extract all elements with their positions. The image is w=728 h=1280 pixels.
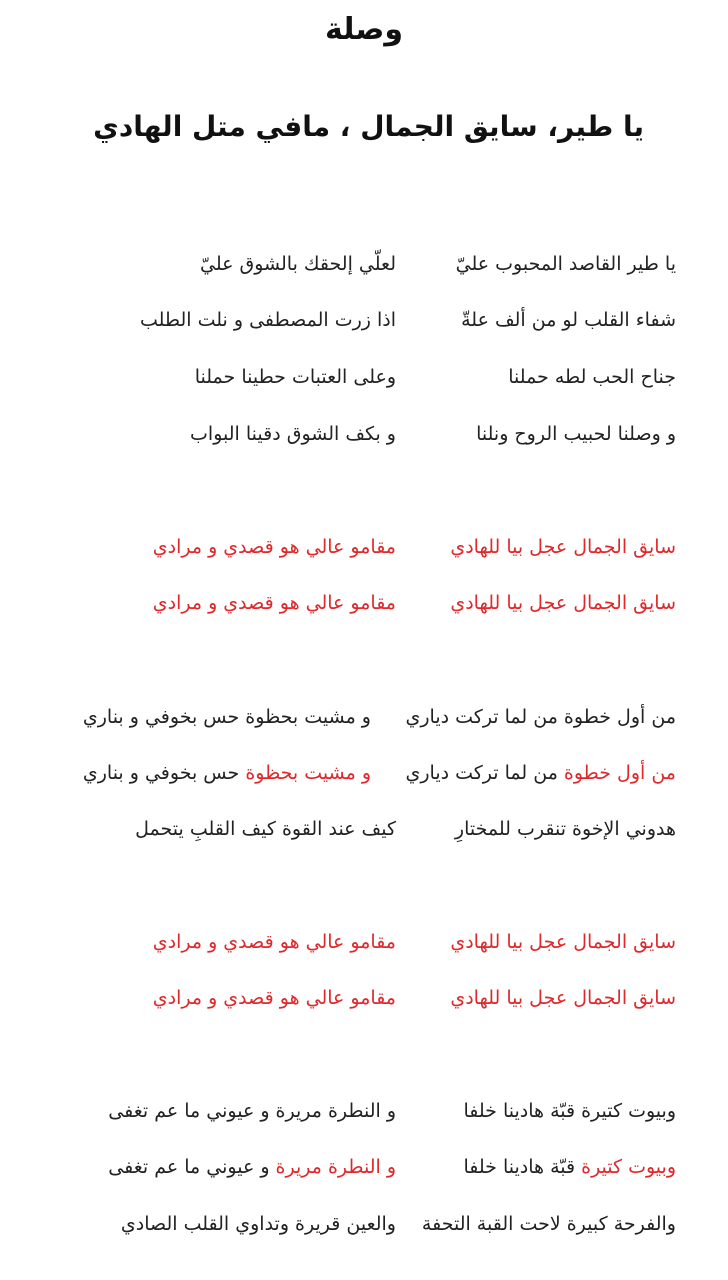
verse-first-hemistich [405,753,676,793]
verse-first-hemistich [463,1147,676,1187]
chorus-first-hemistich: سايق الجمال عجل بيا للهادي [450,987,676,1009]
chorus-second-hemistich: مقامو عالي هو قصدي و مرادي [152,592,396,614]
verse-second-hemistich: و مشيت بحظوة حس بخوفي و بناري [82,706,371,728]
chorus-first-hemistich: سايق الجمال عجل بيا للهادي [450,592,676,614]
verse-second-hemistich: اذا زرت المصطفى و نلت الطلب [139,309,396,331]
verse-second-hemistich: وعلى العتبات حطينا حملنا [194,366,396,388]
chorus-first-hemistich: سايق الجمال عجل بيا للهادي [450,931,676,953]
highlighted-phrase: من أول خطوة [563,762,676,784]
verse-first-hemistich: من أول خطوة من لما تركت دياري [405,706,676,728]
poem-subtitle: يا طير، سايق الجمال ، مافي متل الهادي [93,110,644,143]
chorus-line [8,527,676,567]
chorus-second-hemistich: مقامو عالي هو قصدي و مرادي [152,536,396,558]
verse-line [8,357,676,397]
verse-second-hemistich: والعين قريرة وتداوي القلب الصادي [120,1213,396,1235]
verse-first-hemistich: يا طير القاصد المحبوب عليّ [455,253,676,275]
verse-first-hemistich: هدوني الإخوة تنقرب للمختارِ [454,818,676,840]
verse-first-hemistich: جناح الحب لطه حملنا [508,366,676,388]
plain-phrase: و عيوني ما عم تغفى [108,1156,276,1178]
verse-first-hemistich: شفاء القلب لو من ألف علةّ [461,309,676,331]
verse-line [8,697,676,737]
verse-line [8,1204,676,1244]
verse-line [8,414,676,454]
verse-line [8,809,676,849]
verse-line [8,300,676,340]
verse-second-hemistich [108,1147,396,1187]
chorus-line [8,978,676,1018]
verse-line [8,1147,676,1187]
verse-line [8,753,676,793]
plain-phrase: من لما تركت دياري [405,762,564,784]
highlighted-phrase: و مشيت بحظوة [245,762,371,784]
plain-phrase: قبّة هادينا خلفا [463,1156,582,1178]
verse-line [8,244,676,284]
verse-second-hemistich [83,753,371,793]
chorus-second-hemistich: مقامو عالي هو قصدي و مرادي [152,987,396,1009]
verse-second-hemistich: و النطرة مريرة و عيوني ما عم تغفى [108,1100,396,1122]
highlighted-phrase: و النطرة مريرة [275,1156,396,1178]
highlighted-phrase: وبيوت كتيرة [581,1156,676,1178]
verse-first-hemistich: و وصلنا لحبيب الروح ونلنا [476,423,676,445]
chorus-line [8,583,676,623]
plain-phrase: حس بخوفي و بناري [82,762,246,784]
verse-second-hemistich: و بكف الشوق دقينا البواب [190,423,396,445]
verse-second-hemistich: كيف عند القوة كيف القلبِ يتحمل [135,818,396,840]
poem-title: وصلة [324,12,404,47]
chorus-second-hemistich: مقامو عالي هو قصدي و مرادي [152,931,396,953]
chorus-first-hemistich: سايق الجمال عجل بيا للهادي [450,536,676,558]
verse-second-hemistich: لعلّي إلحقك بالشوق عليّ [200,253,396,275]
chorus-line [8,922,676,962]
verse-first-hemistich: والفرحة كبيرة لاحت القبة التحفة [421,1213,676,1235]
verse-first-hemistich: وبيوت كتيرة قبّة هادينا خلفا [463,1100,676,1122]
verse-line [8,1091,676,1131]
